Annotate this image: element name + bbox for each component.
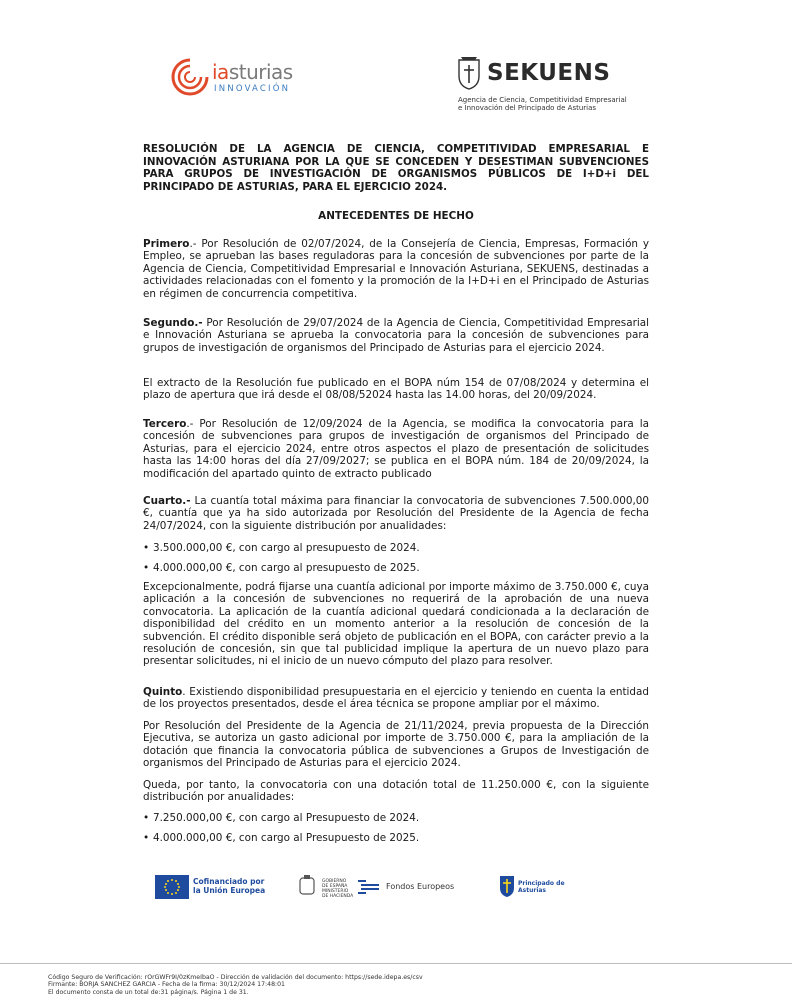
paragraph-cuarto: Cuarto.- La cuantía total máxima para financiar la convocatoria de subvenciones 7.500.000,00 €, cuantía que ya ha sido autorizada por Resolución del Presidente de la Agencia de fecha 24/07/2024, con la siguiente distribución por anualidades: xyxy=(143,495,649,532)
paragraph-segundo: Segundo.- Por Resolución de 29/07/2024 de la Agencia de Ciencia, Competitividad Empresarial e Innovación Asturiana se aprueba la convocatoria para la concesión de subvenciones para grupos de investigación de organismos del Principado de Asturias para el ejercicio 2024. xyxy=(143,317,649,354)
footer-divider xyxy=(0,963,792,964)
paragraph-cuarto-extra: Excepcionalmente, podrá fijarse una cuantía adicional por importe máximo de 3.750.000 €, cuya aplicación a la concesión de subvenciones no requerirá de la aprobación de una nueva convocatoria. La aplicación de la cuantía adicional quedará condicionada a la declaración de disponibilidad del crédito en un momento anterior a la resolución de concesión de la subvención. El crédito disponible será objeto de publicación en el BOPA, con carácter previo a la resolución de concesión, sin que tal publicidad implique la apertura de un nuevo plazo para presentar solicitudes, ni el inicio de un nuevo cómputo del plazo para resolver. xyxy=(143,581,649,668)
fondos-europeos-text: Fondos Europeos xyxy=(386,882,455,891)
iasturias-swirl-icon xyxy=(170,56,210,100)
eu-cofinanced-text: Cofinanciado por la Unión Europea xyxy=(193,877,266,895)
sekuens-logo xyxy=(455,54,635,114)
gobierno-fondos-logo xyxy=(296,874,466,900)
iasturias-logo xyxy=(170,56,320,100)
list-item: • 4.000.000,00 €, con cargo al presupuesto de 2025. xyxy=(143,562,420,574)
list-item: • 4.000.000,00 €, con cargo al Presupuesto de 2025. xyxy=(143,832,420,844)
paragraph-quinto: Quinto. Existiendo disponibilidad presupuestaria en el ejercicio y teniendo en cuenta la entidad de los proyectos presentados, desde el área técnica se propone ampliar por el máximo. xyxy=(143,686,649,711)
paragraph-quinto-extra-2: Queda, por tanto, la convocatoria con una dotación total de 11.250.000 €, con la siguiente distribución por anualidades: xyxy=(143,779,649,804)
fondos-europeos-icon xyxy=(358,878,382,896)
verification-footer xyxy=(48,974,748,996)
footer-csv-line: Código Seguro de Verificación: rOrGWFr9I/0zKmeIbaO - Dirección de validación del documento: https://sede.idepa.es/csv xyxy=(48,974,423,981)
principado-asturias-logo xyxy=(498,872,568,902)
paragraph-segundo-extra: El extracto de la Resolución fue publicado en el BOPA núm 154 de 07/08/2024 y determina el plazo de apertura que irá desde el 08/08/52024 hasta las 14.00 horas, del 20/09/2024. xyxy=(143,377,649,402)
sekuens-subtitle: Agencia de Ciencia, Competitividad Empresarial e Innovación del Principado de Asturias xyxy=(458,96,627,112)
list-item: • 3.500.000,00 €, con cargo al presupuesto de 2024. xyxy=(143,542,420,554)
asturias-text: Principado de Asturias xyxy=(518,880,565,894)
footer-pages-line: El documento consta de un total de:31 página/s. Página 1 de 31. xyxy=(48,988,249,996)
asturias-shield-icon xyxy=(455,54,483,90)
iasturias-subtitle: INNOVACIÓN xyxy=(214,84,291,94)
paragraph-quinto-extra-1: Por Resolución del Presidente de la Agencia de 21/11/2024, previa propuesta de la Dirección Ejecutiva, se autoriza un gasto adicional por importe de 3.750.000 €, para la ampliación de la dotación que financia la convocatoria pública de subvenciones a Grupos de Investigación de organismos del Principado de Asturias para el ejercicio 2024. xyxy=(143,720,649,770)
paragraph-primero: Primero.- Por Resolución de 02/07/2024, de la Consejería de Ciencia, Empresas, Formación y Empleo, se aprueban las bases reguladoras para la concesión de subvenciones por parte de la Agencia de Ciencia, Competitividad Empresarial e Innovación Asturiana, SEKUENS, destinadas a actividades relacionadas con el fomento y la promoción de la I+D+i en el Principado de Asturias en régimen de concurrencia competitiva. xyxy=(143,238,649,300)
eu-flag-icon xyxy=(155,875,189,899)
footer-signer-line: Firmante: BORJA SANCHEZ GARCIA - Fecha de la firma: 30/12/2024 17:48:01 xyxy=(48,981,285,989)
list-item: • 7.250.000,00 €, con cargo al Presupuesto de 2024. xyxy=(143,812,420,824)
gobierno-text: GOBIERNO DE ESPAÑA MINISTERIO DE HACIENDA xyxy=(322,879,354,899)
spain-coat-of-arms-icon xyxy=(296,874,318,898)
resolution-title: RESOLUCIÓN DE LA AGENCIA DE CIENCIA, COMPETITIVIDAD EMPRESARIAL E INNOVACIÓN ASTURIANA POR LA QUE SE CONCEDEN Y DESESTIMAN SUBVENCIONES PARA GRUPOS DE INVESTIGACIÓN DE ORGANISMOS PÚBLICOS DE I+D+i DEL PRINCIPADO DE ASTURIAS, PARA EL EJERCICIO 2024. xyxy=(143,143,649,193)
paragraph-tercero: Tercero.- Por Resolución de 12/09/2024 de la Agencia, se modifica la convocatoria para la concesión de subvenciones para grupos de investigación de organismos del Principado de Asturias, para el ejercicio 2024, entre otros aspectos el plazo de presentación de solicitudes hasta las 14:00 horas del día 27/09/2027; se publica en el BOPA núm. 184 de 20/09/2024, la modificación del apartado quinto de extracto publicado xyxy=(143,418,649,480)
eu-cofinanced-logo xyxy=(155,875,270,899)
section-heading: ANTECEDENTES DE HECHO xyxy=(318,210,474,222)
asturias-cross-icon xyxy=(498,872,516,898)
sekuens-name: SEKUENS xyxy=(487,60,611,86)
iasturias-name: iasturias xyxy=(212,60,293,84)
